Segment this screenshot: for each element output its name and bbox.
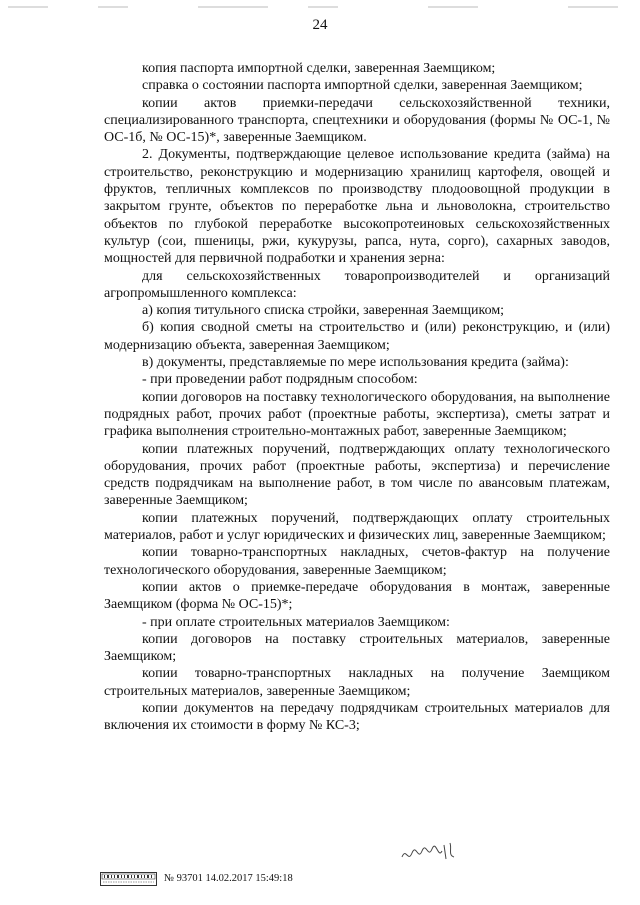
document-footer [100,870,580,890]
paragraph: копии платежных поручений, подтверждающих оплату строительных материалов, работ и услуг юридических и физических лиц, заверенные Заемщиком; [104,510,610,544]
document-registration-number: № 93701 14.02.2017 15:49:18 [164,873,293,884]
paragraph: копии товарно-транспортных накладных, счетов-фактур на получение технологического оборудования, заверенные Заемщиком; [104,545,610,578]
document-body [104,60,610,735]
paragraph: копии актов о приемке-передаче оборудования в монтаж, заверенные Заемщиком (форма № ОС-15)*; [104,579,610,613]
paragraph: копии документов на передачу подрядчикам строительных материалов для включения их стоимости в форму № КС-3; [104,700,610,734]
paragraph: 2. Документы, подтверждающие целевое использование кредита (займа) на строительство, реконструкцию и модернизацию хранилищ картофеля, овощей и фруктов, тепличных комплексов по производству плодоовощной продукции в закрытом грунте, объектов по переработке льна и льноволокна, строительство объектов по глубокой переработке высокопротеиновых сельскохозяйственных культур (сои, пшеницы, ржи, кукурузы, рапса, нута, сорго), сахарных заводов, мощностей для первичной подработки и хранения зерна: [104,147,610,267]
paragraph: копии товарно-транспортных накладных на получение Заемщиком строительных материалов, заверенные Заемщиком; [104,666,610,699]
paragraph: копии актов приемки-передачи сельскохозяйственной техники, специализированного транспорта, спецтехники и оборудования (формы № ОС-1, № ОС-1б, № ОС-15)*, заверенные Заемщиком. [104,95,610,146]
barcode-stamp-icon [100,872,157,886]
paragraph: для сельскохозяйственных товаропроизводителей и организаций агропромышленного комплекса: [104,268,610,301]
paragraph: копии договоров на поставку строительных материалов, заверенные Заемщиком; [104,631,610,665]
paragraph: справка о состоянии паспорта импортной сделки, заверенная Заемщиком; [142,78,583,94]
handwritten-initials-icon [398,837,458,867]
page-number: 24 [312,17,328,33]
paragraph: копии договоров на поставку технологического оборудования, на выполнение подрядных работ, прочих работ (проектные работы, экспертиза), сметы затрат и графика выполнения строительно-монтажных работ, заверенные Заемщиком; [104,389,610,440]
paragraph: в) документы, представляемые по мере использования кредита (займа): [142,355,569,371]
paragraph: а) копия титульного списка стройки, заверенная Заемщиком; [142,303,505,319]
scan-artifact-marks [8,4,628,10]
paragraph: б) копия сводной сметы на строительство и (или) реконструкцию, и (или) модернизацию объекта, заверенная Заемщиком; [104,320,610,353]
paragraph: - при оплате строительных материалов Заемщиком: [142,614,450,630]
paragraph: копия паспорта импортной сделки, заверенная Заемщиком; [142,61,496,76]
paragraph: - при проведении работ подрядным способом: [142,372,418,388]
paragraph: копии платежных поручений, подтверждающих оплату технологического оборудования, прочих работ (проектные работы, экспертиза) и перечисление средств подрядчикам на выполнение работ, в том числе по авансовым платежам, заверенные Заемщиком; [104,441,610,509]
